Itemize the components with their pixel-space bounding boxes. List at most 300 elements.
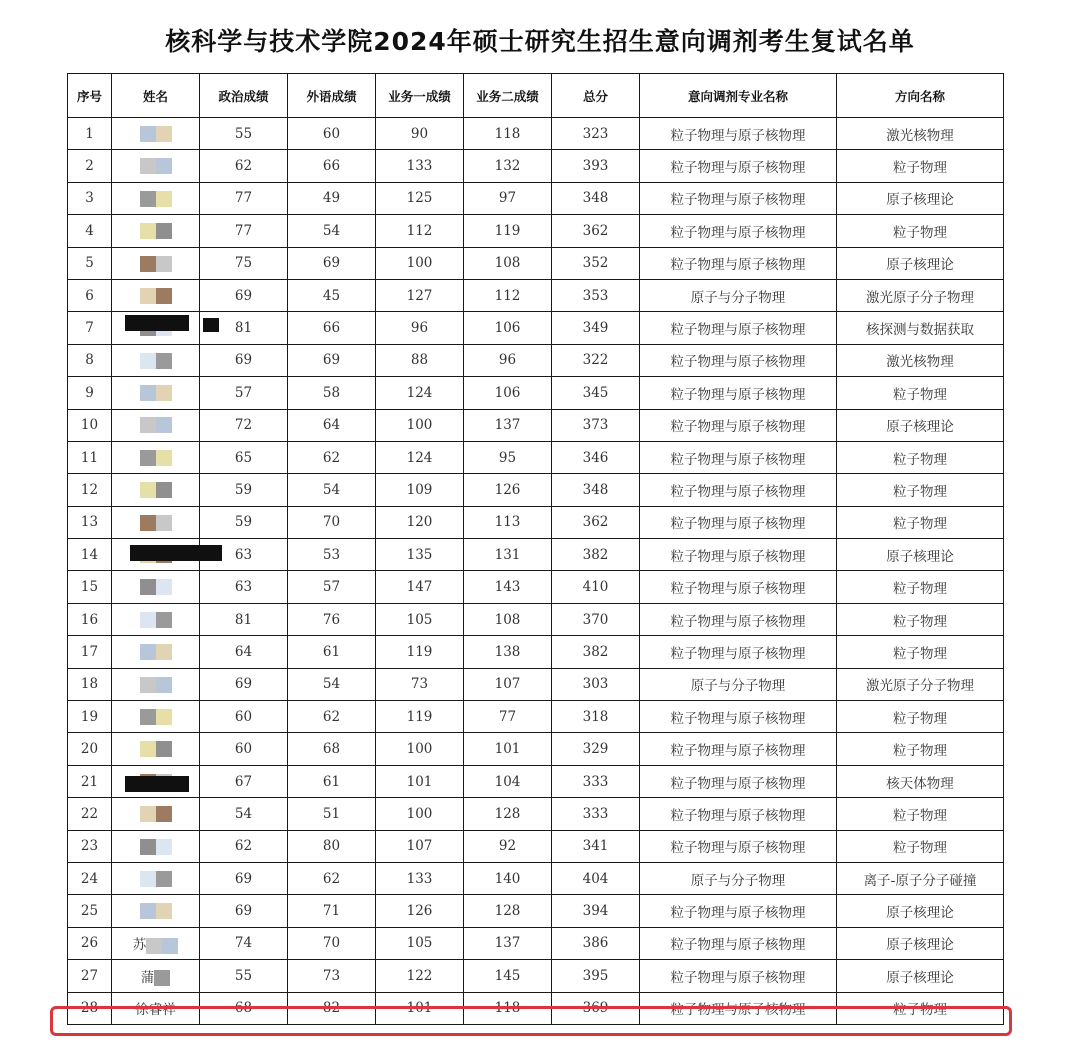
cell-foreign: 76 — [288, 603, 376, 635]
table-row — [68, 733, 1004, 765]
blur-mosaic — [156, 126, 172, 142]
cell-foreign: 61 — [288, 765, 376, 797]
cell-politics: 57 — [200, 377, 288, 409]
cell-direction: 激光核物理 — [837, 118, 1004, 150]
cell-foreign: 45 — [288, 279, 376, 311]
redaction-bar — [203, 318, 219, 332]
cell-major: 粒子物理与原子核物理 — [640, 765, 837, 797]
cell-no: 21 — [68, 765, 112, 797]
blur-mosaic — [156, 612, 172, 628]
table-row — [68, 765, 1004, 797]
cell-direction: 原子核理论 — [837, 409, 1004, 441]
cell-major: 粒子物理与原子核物理 — [640, 118, 837, 150]
cell-name — [112, 733, 200, 765]
cell-direction: 粒子物理 — [837, 215, 1004, 247]
blur-mosaic — [140, 450, 156, 466]
cell-major: 粒子物理与原子核物理 — [640, 377, 837, 409]
cell-foreign: 62 — [288, 701, 376, 733]
cell-major: 粒子物理与原子核物理 — [640, 312, 837, 344]
table-row — [68, 182, 1004, 214]
cell-no: 19 — [68, 701, 112, 733]
blur-mosaic — [140, 903, 156, 919]
cell-direction: 原子核理论 — [837, 960, 1004, 992]
blur-mosaic — [156, 158, 172, 174]
cell-direction: 原子核理论 — [837, 247, 1004, 279]
cell-politics: 67 — [200, 765, 288, 797]
cell-direction: 粒子物理 — [837, 992, 1004, 1024]
cell-total: 393 — [552, 150, 640, 182]
cell-name — [112, 118, 200, 150]
cell-politics: 60 — [200, 701, 288, 733]
cell-subject2: 95 — [464, 441, 552, 473]
cell-no: 4 — [68, 215, 112, 247]
cell-subject2: 137 — [464, 927, 552, 959]
cell-major: 粒子物理与原子核物理 — [640, 992, 837, 1024]
blur-mosaic — [140, 741, 156, 757]
cell-name — [112, 895, 200, 927]
cell-subject1: 73 — [376, 668, 464, 700]
cell-no: 23 — [68, 830, 112, 862]
cell-politics: 77 — [200, 182, 288, 214]
cell-foreign: 49 — [288, 182, 376, 214]
blur-mosaic — [140, 612, 156, 628]
blur-mosaic — [140, 223, 156, 239]
cell-subject1: 100 — [376, 798, 464, 830]
cell-foreign: 82 — [288, 992, 376, 1024]
name-text: 苏 — [132, 937, 147, 954]
cell-politics: 54 — [200, 798, 288, 830]
cell-total: 333 — [552, 765, 640, 797]
cell-major: 原子与分子物理 — [640, 668, 837, 700]
cell-direction: 粒子物理 — [837, 506, 1004, 538]
cell-foreign: 57 — [288, 571, 376, 603]
cell-name — [112, 279, 200, 311]
cell-politics: 60 — [200, 733, 288, 765]
cell-name — [112, 668, 200, 700]
cell-subject1: 125 — [376, 182, 464, 214]
blur-mosaic — [156, 385, 172, 401]
cell-subject2: 132 — [464, 150, 552, 182]
cell-total: 303 — [552, 668, 640, 700]
cell-no: 13 — [68, 506, 112, 538]
document-title: 核科学与技术学院2024年硕士研究生招生意向调剂考生复试名单 — [165, 27, 915, 56]
cell-foreign: 60 — [288, 118, 376, 150]
cell-foreign: 62 — [288, 862, 376, 894]
cell-subject1: 101 — [376, 992, 464, 1024]
cell-subject1: 101 — [376, 765, 464, 797]
cell-subject2: 107 — [464, 668, 552, 700]
cell-subject1: 107 — [376, 830, 464, 862]
cell-foreign: 71 — [288, 895, 376, 927]
table-body — [68, 118, 1004, 1025]
cell-politics: 63 — [200, 539, 288, 571]
cell-politics: 69 — [200, 279, 288, 311]
cell-direction: 激光原子分子物理 — [837, 668, 1004, 700]
cell-direction: 粒子物理 — [837, 636, 1004, 668]
cell-direction: 核探测与数据获取 — [837, 312, 1004, 344]
blur-mosaic — [162, 938, 178, 954]
cell-name — [112, 960, 200, 992]
cell-subject2: 137 — [464, 409, 552, 441]
cell-subject1: 109 — [376, 474, 464, 506]
cell-politics: 62 — [200, 150, 288, 182]
cell-name — [112, 150, 200, 182]
cell-major: 粒子物理与原子核物理 — [640, 701, 837, 733]
blur-mosaic — [140, 677, 156, 693]
cell-total: 362 — [552, 506, 640, 538]
cell-name — [112, 215, 200, 247]
cell-subject1: 105 — [376, 927, 464, 959]
cell-total: 370 — [552, 603, 640, 635]
cell-direction: 原子核理论 — [837, 895, 1004, 927]
cell-subject1: 112 — [376, 215, 464, 247]
cell-no: 1 — [68, 118, 112, 150]
cell-politics: 77 — [200, 215, 288, 247]
cell-total: 318 — [552, 701, 640, 733]
cell-subject1: 105 — [376, 603, 464, 635]
blur-mosaic — [156, 677, 172, 693]
blur-mosaic — [140, 515, 156, 531]
cell-direction: 粒子物理 — [837, 798, 1004, 830]
cell-subject1: 126 — [376, 895, 464, 927]
cell-subject2: 145 — [464, 960, 552, 992]
cell-major: 粒子物理与原子核物理 — [640, 830, 837, 862]
cell-politics: 69 — [200, 668, 288, 700]
blur-mosaic — [140, 256, 156, 272]
cell-politics: 69 — [200, 862, 288, 894]
cell-total: 329 — [552, 733, 640, 765]
table-row — [68, 798, 1004, 830]
cell-total: 394 — [552, 895, 640, 927]
cell-subject2: 108 — [464, 247, 552, 279]
cell-no: 14 — [68, 539, 112, 571]
cell-major: 粒子物理与原子核物理 — [640, 441, 837, 473]
blur-mosaic — [140, 806, 156, 822]
cell-name — [112, 409, 200, 441]
cell-foreign: 73 — [288, 960, 376, 992]
cell-subject2: 97 — [464, 182, 552, 214]
table-row — [68, 344, 1004, 376]
cell-major: 粒子物理与原子核物理 — [640, 927, 837, 959]
blur-mosaic — [156, 450, 172, 466]
cell-foreign: 54 — [288, 215, 376, 247]
cell-no: 3 — [68, 182, 112, 214]
cell-direction: 激光原子分子物理 — [837, 279, 1004, 311]
cell-direction: 粒子物理 — [837, 571, 1004, 603]
cell-subject1: 120 — [376, 506, 464, 538]
cell-total: 349 — [552, 312, 640, 344]
cell-name — [112, 182, 200, 214]
table-row — [68, 927, 1004, 959]
table-row — [68, 474, 1004, 506]
cell-direction: 粒子物理 — [837, 603, 1004, 635]
cell-subject2: 106 — [464, 377, 552, 409]
table-row — [68, 506, 1004, 538]
cell-name — [112, 927, 200, 959]
table-row — [68, 409, 1004, 441]
cell-subject1: 100 — [376, 733, 464, 765]
cell-major: 粒子物理与原子核物理 — [640, 344, 837, 376]
cell-subject1: 122 — [376, 960, 464, 992]
cell-major: 粒子物理与原子核物理 — [640, 247, 837, 279]
cell-no: 26 — [68, 927, 112, 959]
blur-mosaic — [140, 385, 156, 401]
cell-major: 粒子物理与原子核物理 — [640, 215, 837, 247]
cell-no: 15 — [68, 571, 112, 603]
cell-no: 12 — [68, 474, 112, 506]
table-row — [68, 960, 1004, 992]
cell-subject2: 118 — [464, 992, 552, 1024]
blur-mosaic — [156, 482, 172, 498]
cell-direction: 离子-原子分子碰撞 — [837, 862, 1004, 894]
cell-total: 404 — [552, 862, 640, 894]
cell-major: 原子与分子物理 — [640, 862, 837, 894]
cell-subject2: 131 — [464, 539, 552, 571]
cell-name — [112, 474, 200, 506]
header-direction: 方向名称 — [837, 74, 1004, 118]
table-row — [68, 215, 1004, 247]
cell-direction: 粒子物理 — [837, 441, 1004, 473]
cell-total: 353 — [552, 279, 640, 311]
cell-major: 粒子物理与原子核物理 — [640, 960, 837, 992]
cell-name — [112, 603, 200, 635]
cell-total: 382 — [552, 539, 640, 571]
cell-subject2: 128 — [464, 798, 552, 830]
cell-subject2: 140 — [464, 862, 552, 894]
cell-politics: 59 — [200, 506, 288, 538]
cell-foreign: 69 — [288, 247, 376, 279]
cell-politics: 68 — [200, 992, 288, 1024]
cell-no: 17 — [68, 636, 112, 668]
cell-no: 6 — [68, 279, 112, 311]
table-row — [68, 118, 1004, 150]
blur-mosaic — [140, 158, 156, 174]
cell-total: 382 — [552, 636, 640, 668]
cell-major: 粒子物理与原子核物理 — [640, 733, 837, 765]
cell-subject2: 138 — [464, 636, 552, 668]
cell-name — [112, 830, 200, 862]
cell-no: 27 — [68, 960, 112, 992]
header-no: 序号 — [68, 74, 112, 118]
table-row — [68, 571, 1004, 603]
cell-foreign: 61 — [288, 636, 376, 668]
cell-no: 9 — [68, 377, 112, 409]
cell-no: 7 — [68, 312, 112, 344]
cell-subject1: 133 — [376, 150, 464, 182]
blur-mosaic — [156, 191, 172, 207]
cell-foreign: 62 — [288, 441, 376, 473]
cell-politics: 69 — [200, 344, 288, 376]
cell-politics: 74 — [200, 927, 288, 959]
blur-mosaic — [156, 515, 172, 531]
cell-foreign: 68 — [288, 733, 376, 765]
blur-mosaic — [156, 806, 172, 822]
blur-mosaic — [140, 191, 156, 207]
cell-no: 22 — [68, 798, 112, 830]
name-text: 徐睿祥 — [135, 1002, 176, 1019]
cell-major: 粒子物理与原子核物理 — [640, 895, 837, 927]
header-total: 总分 — [552, 74, 640, 118]
cell-subject2: 96 — [464, 344, 552, 376]
cell-total: 348 — [552, 182, 640, 214]
cell-politics: 59 — [200, 474, 288, 506]
cell-no: 25 — [68, 895, 112, 927]
cell-major: 粒子物理与原子核物理 — [640, 798, 837, 830]
blur-mosaic — [140, 579, 156, 595]
cell-foreign: 64 — [288, 409, 376, 441]
cell-subject1: 100 — [376, 247, 464, 279]
table-row — [68, 150, 1004, 182]
cell-direction: 粒子物理 — [837, 150, 1004, 182]
cell-foreign: 51 — [288, 798, 376, 830]
cell-subject1: 88 — [376, 344, 464, 376]
blur-mosaic — [140, 417, 156, 433]
cell-major: 粒子物理与原子核物理 — [640, 539, 837, 571]
cell-subject2: 106 — [464, 312, 552, 344]
cell-foreign: 53 — [288, 539, 376, 571]
blur-mosaic — [156, 417, 172, 433]
cell-subject2: 143 — [464, 571, 552, 603]
blur-mosaic — [140, 353, 156, 369]
cell-major: 粒子物理与原子核物理 — [640, 636, 837, 668]
cell-name — [112, 247, 200, 279]
cell-total: 333 — [552, 798, 640, 830]
cell-direction: 原子核理论 — [837, 927, 1004, 959]
cell-total: 395 — [552, 960, 640, 992]
cell-total: 373 — [552, 409, 640, 441]
table-row — [68, 636, 1004, 668]
cell-politics: 72 — [200, 409, 288, 441]
cell-major: 粒子物理与原子核物理 — [640, 182, 837, 214]
cell-politics: 55 — [200, 118, 288, 150]
header-foreign: 外语成绩 — [288, 74, 376, 118]
cell-foreign: 80 — [288, 830, 376, 862]
blur-mosaic — [140, 482, 156, 498]
cell-direction: 原子核理论 — [837, 539, 1004, 571]
table-row — [68, 895, 1004, 927]
blur-mosaic — [156, 903, 172, 919]
cell-subject2: 119 — [464, 215, 552, 247]
cell-foreign: 66 — [288, 150, 376, 182]
cell-name — [112, 441, 200, 473]
cell-foreign: 70 — [288, 927, 376, 959]
blur-mosaic — [140, 126, 156, 142]
cell-no: 20 — [68, 733, 112, 765]
header-major: 意向调剂专业名称 — [640, 74, 837, 118]
table-row — [68, 701, 1004, 733]
cell-direction: 粒子物理 — [837, 733, 1004, 765]
header-subject1: 业务一成绩 — [376, 74, 464, 118]
cell-total: 323 — [552, 118, 640, 150]
cell-subject2: 118 — [464, 118, 552, 150]
cell-subject2: 112 — [464, 279, 552, 311]
table-row — [68, 830, 1004, 862]
blur-mosaic — [156, 353, 172, 369]
blur-mosaic — [140, 709, 156, 725]
cell-major: 粒子物理与原子核物理 — [640, 571, 837, 603]
blur-mosaic — [140, 839, 156, 855]
cell-total: 345 — [552, 377, 640, 409]
cell-subject2: 128 — [464, 895, 552, 927]
cell-politics: 62 — [200, 830, 288, 862]
blur-mosaic — [146, 938, 162, 954]
cell-name — [112, 506, 200, 538]
cell-no: 24 — [68, 862, 112, 894]
blur-mosaic — [156, 579, 172, 595]
cell-direction: 粒子物理 — [837, 701, 1004, 733]
blur-mosaic — [156, 644, 172, 660]
blur-mosaic — [140, 871, 156, 887]
cell-no: 11 — [68, 441, 112, 473]
cell-no: 28 — [68, 992, 112, 1024]
cell-direction: 粒子物理 — [837, 474, 1004, 506]
cell-foreign: 69 — [288, 344, 376, 376]
cell-major: 粒子物理与原子核物理 — [640, 474, 837, 506]
cell-subject2: 108 — [464, 603, 552, 635]
cell-politics: 69 — [200, 895, 288, 927]
blur-mosaic — [156, 288, 172, 304]
cell-politics: 64 — [200, 636, 288, 668]
cell-subject2: 113 — [464, 506, 552, 538]
cell-total: 341 — [552, 830, 640, 862]
cell-direction: 原子核理论 — [837, 182, 1004, 214]
cell-subject2: 104 — [464, 765, 552, 797]
cell-subject1: 96 — [376, 312, 464, 344]
cell-direction: 激光核物理 — [837, 344, 1004, 376]
header-row — [68, 74, 1004, 118]
header-politics: 政治成绩 — [200, 74, 288, 118]
cell-major: 粒子物理与原子核物理 — [640, 150, 837, 182]
cell-total: 322 — [552, 344, 640, 376]
cell-politics: 81 — [200, 603, 288, 635]
blur-mosaic — [140, 288, 156, 304]
cell-foreign: 58 — [288, 377, 376, 409]
blur-mosaic — [156, 871, 172, 887]
cell-subject1: 124 — [376, 377, 464, 409]
name-text: 蒲 — [140, 969, 155, 986]
table-row — [68, 862, 1004, 894]
cell-direction: 粒子物理 — [837, 377, 1004, 409]
blur-mosaic — [156, 709, 172, 725]
cell-total: 348 — [552, 474, 640, 506]
blur-mosaic — [156, 256, 172, 272]
blur-mosaic — [156, 741, 172, 757]
cell-name — [112, 798, 200, 830]
cell-no: 5 — [68, 247, 112, 279]
cell-foreign: 54 — [288, 668, 376, 700]
cell-politics: 65 — [200, 441, 288, 473]
cell-major: 粒子物理与原子核物理 — [640, 506, 837, 538]
table-row — [68, 603, 1004, 635]
table-row — [68, 377, 1004, 409]
redaction-bar — [130, 545, 222, 561]
cell-subject1: 119 — [376, 636, 464, 668]
cell-name — [112, 377, 200, 409]
blur-mosaic — [154, 970, 170, 986]
cell-direction: 粒子物理 — [837, 830, 1004, 862]
cell-subject2: 101 — [464, 733, 552, 765]
cell-name — [112, 636, 200, 668]
cell-major: 粒子物理与原子核物理 — [640, 409, 837, 441]
blur-mosaic — [156, 839, 172, 855]
table-row — [68, 247, 1004, 279]
cell-foreign: 54 — [288, 474, 376, 506]
cell-subject2: 77 — [464, 701, 552, 733]
table-row — [68, 279, 1004, 311]
cell-foreign: 70 — [288, 506, 376, 538]
blur-mosaic — [156, 223, 172, 239]
table-row — [68, 441, 1004, 473]
